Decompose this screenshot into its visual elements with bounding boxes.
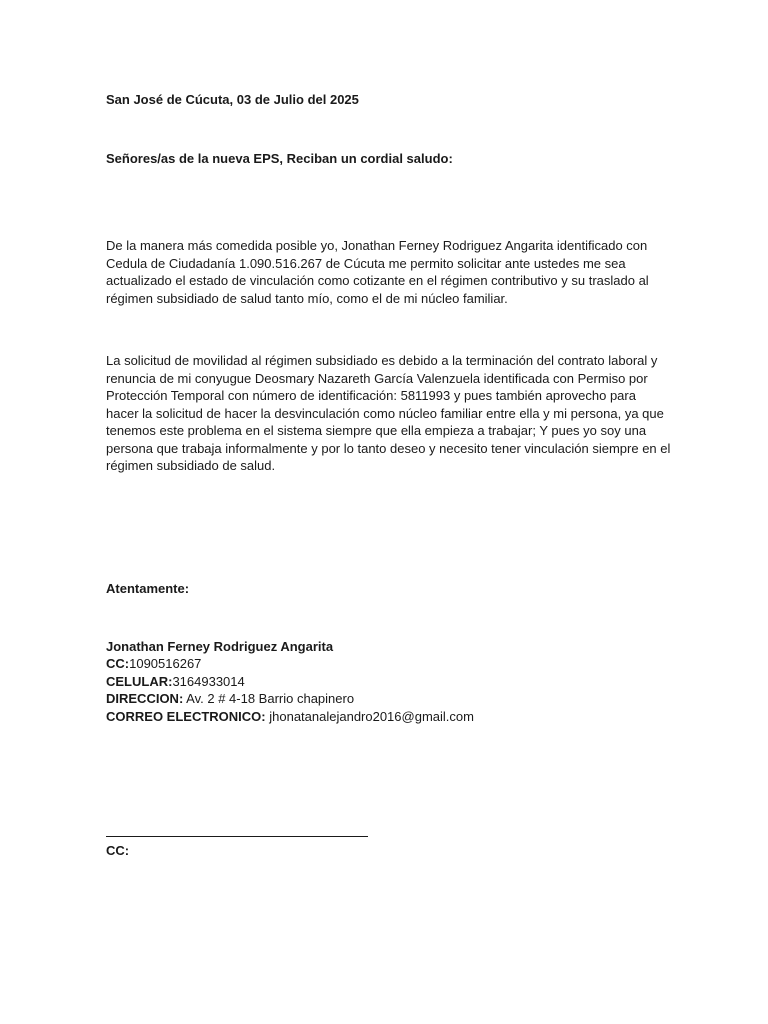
paragraph-line: De la manera más comedida posible yo, Jonathan Ferney Rodriguez Angarita identificado con xyxy=(106,238,648,253)
cc-value: 1090516267 xyxy=(129,656,202,671)
signature-line xyxy=(106,836,368,837)
signer-phone xyxy=(106,673,245,691)
cc-label: CC: xyxy=(106,656,130,671)
signer-name: Jonathan Ferney Rodriguez Angarita xyxy=(106,639,334,654)
salutation: Señores/as de la nueva EPS, Reciban un cordial saludo: xyxy=(106,151,453,166)
paragraph-line: régimen subsidiado de salud tanto mío, como el de mi núcleo familiar. xyxy=(106,290,508,306)
paragraph-line: tenemos este problema en el sistema siempre que ella empieza a trabajar; Y pues yo soy una xyxy=(106,423,647,438)
signer-cc xyxy=(106,655,201,673)
paragraph-line: régimen subsidiado de salud. xyxy=(106,458,276,473)
signature-cc-label: CC: xyxy=(106,843,130,858)
paragraph-line: Cedula de Ciudadanía 1.090.516.267 de Cúcuta me permito solicitar ante ustedes me sea xyxy=(106,255,626,271)
closing: Atentamente: xyxy=(106,581,190,596)
paragraph-line: actualizado el estado de vinculación como cotizante en el régimen contributivo y su traslado al xyxy=(106,273,649,288)
phone-label: CELULAR: xyxy=(106,674,173,689)
phone-value: 3164933014 xyxy=(172,674,245,689)
signer-address xyxy=(106,690,354,708)
paragraph-request xyxy=(106,237,666,307)
paragraph-line: La solicitud de movilidad al régimen subsidiado es debido a la terminación del contrato laboral y xyxy=(106,353,658,368)
signer-email xyxy=(106,708,474,726)
email-label: CORREO ELECTRONICO: xyxy=(106,709,266,724)
paragraph-line: Protección Temporal con número de identificación: 5811993 y pues también aprovecho para xyxy=(106,388,636,403)
address-label: DIRECCION: xyxy=(106,691,184,706)
paragraph-line: renuncia de mi conyugue Deosmary Nazareth García Valenzuela identificada con Permiso por xyxy=(106,370,648,386)
paragraph-line: hacer la solicitud de hacer la desvinculación como núcleo familiar entre ella y mi persona, ya que xyxy=(106,405,664,421)
address-value: Av. 2 # 4-18 Barrio chapinero xyxy=(183,691,355,706)
paragraph-reason xyxy=(106,352,671,475)
date-line: San José de Cúcuta, 03 de Julio del 2025 xyxy=(106,92,359,107)
email-value: jhonatanalejandro2016@gmail.com xyxy=(265,709,474,724)
paragraph-line: persona que trabaja informalmente y por lo tanto deseo y necesito tener vinculación siempre en el xyxy=(106,440,671,456)
